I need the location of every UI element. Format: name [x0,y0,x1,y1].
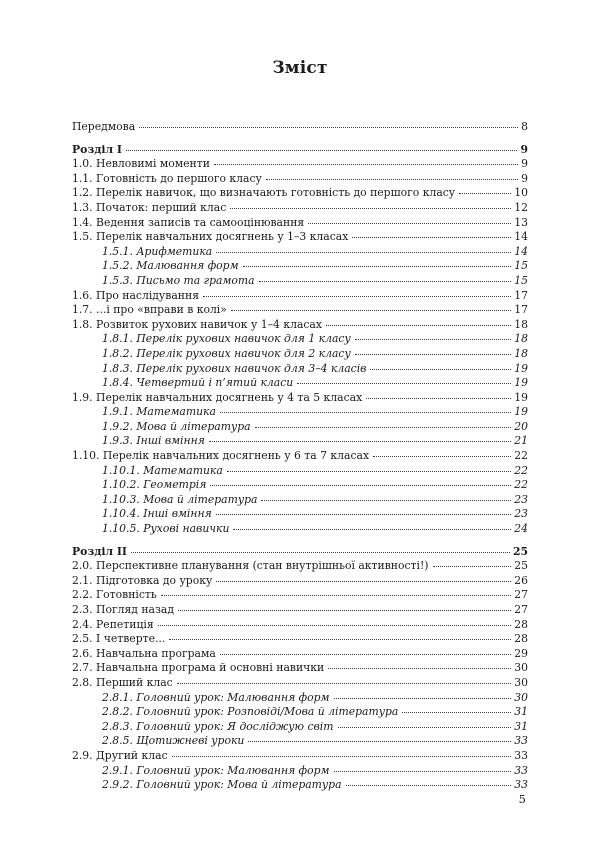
toc-entry [72,749,528,764]
dotted-leader [227,471,511,472]
toc-entry-page: 30 [514,690,528,704]
toc-entry [72,705,528,720]
toc-entry-page: 17 [514,288,528,302]
toc-entry-page: 27 [514,588,528,602]
toc-entry-label: 1.4. Ведення записів та самооцінювання [72,215,305,229]
dotted-leader [231,310,511,311]
toc-entry [72,661,528,676]
toc-entry-page: 27 [514,603,528,616]
dotted-leader [366,398,511,399]
toc-entry-page: 30 [514,675,528,689]
toc-entry [72,362,528,377]
toc-entry-label: 1.10.3. Мова й література [102,492,258,506]
toc-entry [72,647,528,662]
dotted-leader [177,683,512,684]
toc-entry-label: 1.10.1. Математика [102,463,223,477]
dotted-leader [203,296,511,297]
toc-entry [72,120,528,135]
toc-entry [72,720,528,735]
toc-entry-label: 2.8.1. Головний урок: Малювання форм [102,690,330,704]
toc-entry-label: 1.9. Перелік навчальних досягнень у 4 та 5 класах [72,390,363,404]
toc-entry-page: 31 [514,719,528,733]
toc-entry [72,559,528,574]
toc-entry-page: 23 [514,492,528,506]
dotted-leader [230,208,511,209]
toc-entry-page: 22 [514,478,528,492]
toc-entry [72,157,528,172]
toc-entry-label: 2.7. Навчальна програма й основні навички [72,661,325,675]
dotted-leader [259,281,512,282]
dotted-leader [352,237,511,238]
toc-entry-label: 2.5. І четверте... [72,632,166,646]
toc-entry [72,478,528,493]
dotted-leader [255,427,512,428]
toc-entry-page: 12 [514,200,528,214]
toc-entry-label: 1.10.4. Інші вміння [102,507,212,521]
toc-entry [72,507,528,522]
dotted-leader [220,412,511,413]
toc-entry-label: 1.10.5. Рухові навички [102,522,230,536]
dotted-leader [243,266,512,267]
toc-entry-page: 33 [514,778,528,792]
toc-entry [72,734,528,749]
dotted-leader [210,485,511,486]
toc-entry-label: 2.6. Навчальна програма [72,646,216,660]
dotted-leader [169,639,511,640]
toc-entry-page: 33 [514,763,528,777]
toc-entry [72,172,528,187]
toc-entry-page: 23 [514,507,528,521]
toc-entry-page: 22 [514,449,528,463]
toc-entry [72,391,528,406]
toc-entry-page: 9 [521,171,528,185]
toc-entry-label: 1.5. Перелік навчальних досягнень у 1–3 класах [72,230,349,244]
dotted-leader [233,529,511,530]
toc-entry [72,493,528,508]
dotted-leader [126,150,518,151]
dotted-leader [355,339,512,340]
toc-entry [72,464,528,479]
page-number: 5 [518,792,526,806]
toc-entry [72,603,528,618]
toc-entry [72,764,528,779]
toc-entry [72,289,528,304]
dotted-leader [172,756,512,757]
toc-entry-page: 22 [514,463,528,477]
toc-entry-label: 1.8.2. Перелік рухових навичок для 2 класу [102,346,351,360]
toc-entry [72,332,528,347]
toc-entry-page: 28 [514,617,528,631]
toc-entry-label: 2.8.3. Головний урок: Я досліджую світ [102,719,334,733]
dotted-leader [346,785,512,786]
toc-entry-label: 2.8.5. Щотижневі уроки [102,734,245,748]
toc-entry-page: 13 [514,215,528,229]
toc-entry [72,303,528,318]
dotted-leader [459,193,511,194]
dotted-leader [355,354,512,355]
toc-entry [72,632,528,647]
toc-entry-label: 1.6. Про наслідування [72,288,200,302]
toc-entry [72,259,528,274]
toc-entry-label: 1.0. Невловимі моменти [72,157,210,171]
toc-entry-page: 31 [514,705,528,719]
dotted-leader [261,500,511,501]
toc-entry-page: 21 [514,434,528,448]
dotted-leader [297,383,511,384]
toc-entry [72,201,528,216]
toc-entry-page: 14 [514,230,528,244]
dotted-leader [214,164,518,165]
page-title: Зміст [272,58,328,78]
toc-entry-page: 33 [514,734,528,748]
toc-entry-label: 2.0. Перспективне планування (стан внутрішньої активності!) [72,559,429,573]
toc-entry [72,574,528,589]
toc-entry-page: 33 [514,748,528,762]
toc-entry-page: 19 [514,390,528,404]
toc-list [72,120,528,793]
dotted-leader [216,252,511,253]
toc-entry [72,230,528,245]
dotted-leader [373,456,511,457]
toc-entry-label: 1.1. Готовність до першого класу [72,171,262,185]
toc-entry-label: 2.4. Репетиція [72,617,154,631]
toc-entry-page: 18 [514,346,528,360]
toc-entry-page: 26 [514,573,528,587]
toc-entry-label: 1.8. Розвиток рухових навичок у 1–4 класах [72,317,322,331]
toc-entry-label: 1.9.2. Мова й література [102,419,251,433]
toc-entry [72,588,528,603]
dotted-leader [209,441,511,442]
toc-entry-page: 29 [514,646,528,660]
toc-entry-page: 19 [514,405,528,419]
toc-entry-label: 1.8.3. Перелік рухових навичок для 3–4 класів [102,361,367,375]
toc-entry-page: 18 [514,317,528,331]
toc-entry-label: 1.8.1. Перелік рухових навичок для 1 класу [102,332,351,346]
toc-entry-label: Розділ II [72,544,127,558]
dotted-leader [220,654,511,655]
toc-entry-page: 9 [520,142,528,156]
dotted-leader [308,223,511,224]
toc-entry [72,245,528,260]
dotted-leader [338,727,512,728]
toc-entry-label: 2.3. Погляд назад [72,603,174,616]
toc-entry-label: Розділ I [72,142,122,156]
toc-entry-label: 1.8.4. Четвертий і п’ятий класи [102,376,294,390]
dotted-leader [161,595,511,596]
toc-entry-label: 2.9.1. Головний урок: Малювання форм [102,763,330,777]
toc-entry [72,618,528,633]
toc-entry-label: 1.5.1. Арифметика [102,244,213,258]
toc-entry-label: 2.2. Готовність [72,588,157,602]
toc-entry [72,778,528,793]
dotted-leader [216,514,511,515]
toc-entry-page: 15 [514,259,528,273]
toc-entry [72,274,528,289]
toc-entry-page: 8 [521,120,528,133]
toc-entry-label: 1.2. Перелік навичок, що визначають готовність до першого класу [72,186,456,200]
toc-entry [72,691,528,706]
dotted-leader [433,566,512,567]
dotted-leader [178,610,511,611]
toc-entry-page: 18 [514,332,528,346]
toc-entry-page: 19 [514,376,528,390]
toc-entry [72,186,528,201]
toc-entry-page: 19 [514,361,528,375]
toc-entry-page: 9 [521,157,528,171]
toc-entry-label: 1.10.2. Геометрія [102,478,207,492]
toc-entry-label: 2.1. Підготовка до уроку [72,573,213,587]
toc-entry-page: 30 [514,661,528,675]
toc-entry-page: 24 [514,522,528,536]
toc-entry [72,318,528,333]
toc-entry-label: 2.8. Перший клас [72,675,173,689]
toc-entry-label: 1.9.3. Інші вміння [102,434,205,448]
toc-entry-page: 28 [514,632,528,646]
dotted-leader [216,581,511,582]
toc-entry-page: 14 [514,244,528,258]
toc-entry-page: 17 [514,303,528,317]
toc-entry-label: 1.9.1. Математика [102,405,216,419]
dotted-leader [266,179,518,180]
toc-entry [72,449,528,464]
toc-entry [72,434,528,449]
dotted-leader [334,698,512,699]
toc-entry [72,347,528,362]
toc-entry-label: 1.10. Перелік навчальних досягнень у 6 та 7 класах [72,449,370,463]
toc-entry [72,216,528,231]
toc-entry-label: 1.3. Початок: перший клас [72,200,227,214]
toc-entry-page: 20 [514,419,528,433]
dotted-leader [158,625,512,626]
dotted-leader [402,712,511,713]
dotted-leader [334,771,512,772]
toc-entry-label: 1.5.3. Письмо та грамота [102,273,255,287]
dotted-leader [326,325,511,326]
toc-entry-label: 2.9.2. Головний урок: Мова й література [102,778,342,792]
dotted-leader [370,369,511,370]
toc-entry-label: Передмова [72,120,136,133]
toc-entry-page: 25 [512,544,528,558]
toc-entry-page: 15 [514,273,528,287]
dotted-leader [139,127,518,128]
toc-entry-label: 1.5.2. Малювання форм [102,259,239,273]
toc-entry-label: 2.8.2. Головний урок: Розповіді/Мова й література [102,705,399,719]
toc-entry-page: 10 [514,186,528,200]
toc-entry-label: 1.7. ...і про «вправи в колі» [72,303,227,317]
toc-entry [72,522,528,537]
toc-entry [72,143,528,158]
dotted-leader [248,741,511,742]
dotted-leader [328,668,511,669]
toc-entry [72,676,528,691]
toc-entry [72,405,528,420]
toc-entry-label: 2.9. Другий клас [72,748,168,762]
toc-entry [72,420,528,435]
toc-entry [72,545,528,560]
toc-entry [72,376,528,391]
toc-entry-page: 25 [514,559,528,573]
dotted-leader [131,552,510,553]
